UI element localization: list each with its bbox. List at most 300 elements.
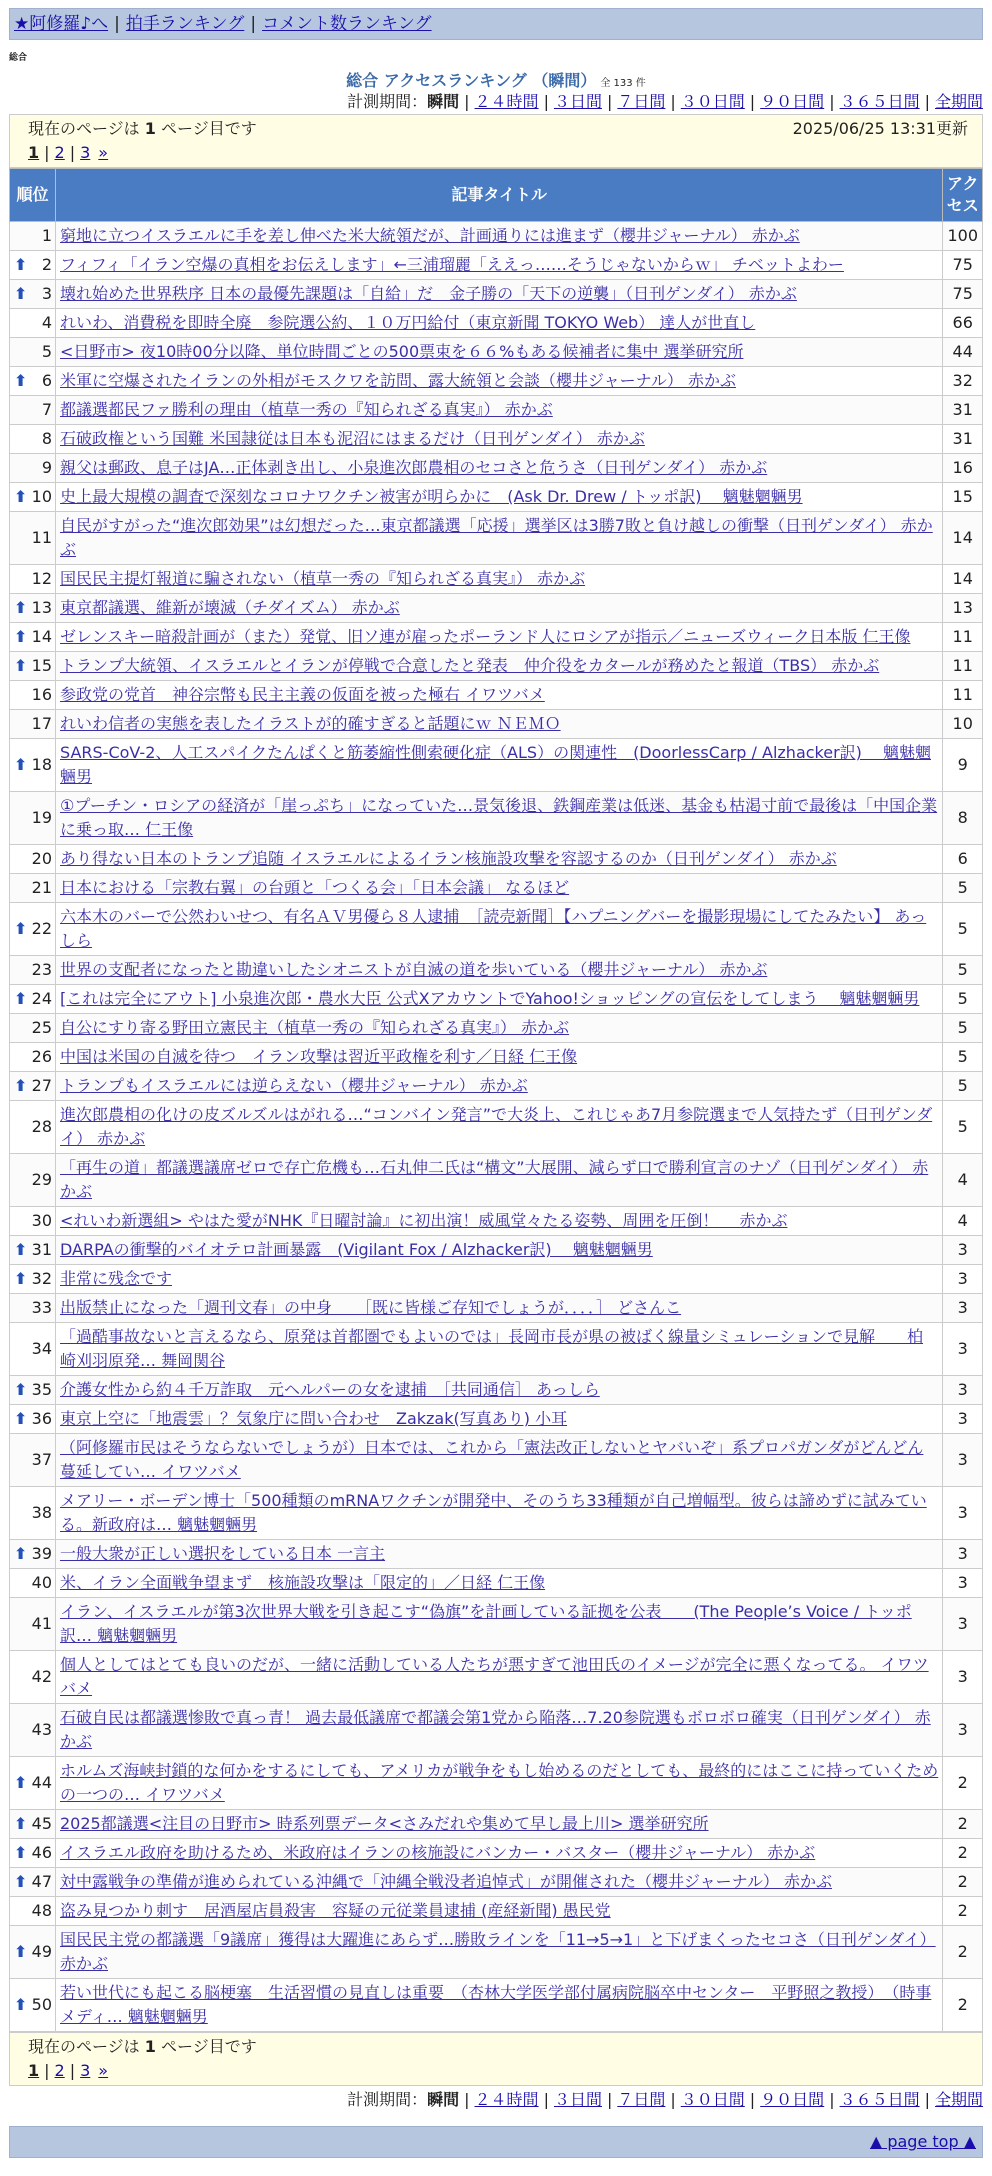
title-cell: [56, 739, 943, 792]
access-count: 2: [943, 1810, 983, 1839]
article-title-link[interactable]: 石破政権という国難 米国隷従は日本も泥沼にはまるだけ（日刊ゲンダイ） 赤かぶ: [60, 429, 645, 448]
rank-up-arrow-icon: ⬆: [14, 1872, 28, 1891]
access-count: 11: [943, 623, 983, 652]
title-cell: [56, 1236, 943, 1265]
access-count: 4: [943, 1207, 983, 1236]
title-cell: [56, 1926, 943, 1979]
rank-number: 2: [41, 255, 52, 274]
title-cell: [56, 1434, 943, 1487]
ranking-row: [10, 594, 983, 623]
rank-number: 50: [31, 1995, 52, 2014]
rank-cell: [10, 1405, 56, 1434]
article-title-link[interactable]: 中国は米国の自滅を待つ イラン攻撃は習近平政権を利す／日経 仁王像: [60, 1047, 578, 1066]
title-cell: [56, 1376, 943, 1405]
period-option-link[interactable]: 全期間: [934, 92, 983, 111]
period-option-link[interactable]: ３０日間: [680, 92, 745, 111]
period-option-link[interactable]: ３６５日間: [839, 92, 920, 111]
article-title-link[interactable]: 2025都議選<注目の日野市> 時系列票データ<さみだれや集めて早し最上川> 選挙研究所: [60, 1814, 709, 1833]
separator: |: [606, 92, 613, 111]
title-cell: [56, 396, 943, 425]
title-cell: [56, 874, 943, 903]
rank-cell: [10, 1487, 56, 1540]
access-count: 5: [943, 874, 983, 903]
rank-number: 18: [31, 755, 52, 774]
article-title-link[interactable]: 世界の支配者になったと勘違いしたシオニストが自滅の道を歩いている（櫻井ジャーナル） 赤かぶ: [60, 960, 768, 979]
access-count: 3: [943, 1405, 983, 1434]
article-title-link[interactable]: 一般大衆が正しい選択をしている日本 一言主: [60, 1544, 386, 1563]
title-cell: [56, 903, 943, 956]
ranking-row: [10, 1979, 983, 2032]
ranking-row: [10, 1757, 983, 1810]
separator: |: [924, 92, 930, 111]
title-cell: [56, 1043, 943, 1072]
period-option-link[interactable]: 全期間: [934, 2090, 983, 2109]
page-link[interactable]: 2: [54, 2061, 65, 2080]
rank-cell: [10, 338, 56, 367]
title-cell: [56, 985, 943, 1014]
rank-cell: [10, 1868, 56, 1897]
access-count: 3: [943, 1704, 983, 1757]
rank-number: 19: [31, 808, 52, 827]
article-title-link[interactable]: DARPAの衝撃的バイオテロ計画暴露 (Vigilant Fox / Alzhacker訳) 魑魅魍魎男: [60, 1240, 653, 1259]
separator: |: [69, 2061, 76, 2080]
access-count: 8: [943, 792, 983, 845]
ranking-row: [10, 1868, 983, 1897]
page-link[interactable]: 3: [80, 2061, 91, 2080]
col-rank: 順位: [10, 169, 56, 222]
article-title-link[interactable]: ホルムズ海峡封鎖的な何かをするにしても、アメリカが戦争をもし始めるのだとしても、最終的にはここに持っていくための一つの… イワツバメ: [60, 1761, 939, 1804]
rank-cell: [10, 1569, 56, 1598]
access-count: 5: [943, 956, 983, 985]
separator: |: [670, 92, 676, 111]
rank-cell: [10, 1236, 56, 1265]
article-title-link[interactable]: 介護女性から約４千万詐取 元ヘルパーの女を逮捕 ［共同通信］ あっしら: [60, 1380, 600, 1399]
period-label: 計測期間：: [347, 2090, 428, 2109]
ranking-row: [10, 985, 983, 1014]
period-option-link[interactable]: ３６５日間: [839, 2090, 920, 2109]
rank-number: 37: [31, 1450, 52, 1469]
title-cell: [56, 710, 943, 739]
ranking-row: [10, 652, 983, 681]
title-cell: [56, 652, 943, 681]
rank-number: 8: [41, 429, 52, 448]
col-title: 記事タイトル: [56, 169, 943, 222]
period-selector: [9, 90, 983, 114]
access-count: 4: [943, 1154, 983, 1207]
rank-up-arrow-icon: ⬆: [14, 1843, 28, 1862]
next-page-link[interactable]: »: [98, 143, 109, 162]
separator: |: [543, 92, 549, 111]
rank-number: 39: [31, 1544, 52, 1563]
article-title-link[interactable]: 六本木のバーで公然わいせつ、有名ＡＶ男優ら８人逮捕 ［読売新聞］【ハプニングバーを撮影現場にしてたみたい】 あっしら: [60, 907, 927, 950]
article-title-link[interactable]: トランプ大統領、イスラエルとイランが停戦で合意したと発表 仲介役をカタールが務めたと報道（TBS） 赤かぶ: [60, 656, 880, 675]
home-link[interactable]: ★阿修羅♪へ: [14, 14, 109, 34]
ranking-row: [10, 309, 983, 338]
rank-cell: [10, 1072, 56, 1101]
rank-number: 38: [31, 1503, 52, 1522]
ranking-row: [10, 1101, 983, 1154]
page-link[interactable]: 1: [28, 2061, 40, 2080]
title-cell: [56, 1405, 943, 1434]
separator: |: [606, 2090, 613, 2109]
article-title-link[interactable]: 自民がすがった“進次郎効果”は幻想だった…東京都議選「応援」選挙区は3勝7敗と負け越しの衝撃（日刊ゲンダイ） 赤かぶ: [60, 516, 933, 559]
rank-number: 48: [31, 1901, 52, 1920]
title-cell: [56, 454, 943, 483]
title-cell: [56, 338, 943, 367]
article-title-link[interactable]: トランプもイスラエルには逆らえない（櫻井ジャーナル） 赤かぶ: [60, 1076, 528, 1095]
access-count: 2: [943, 1926, 983, 1979]
ranking-row: [10, 1323, 983, 1376]
rank-number: 14: [31, 627, 52, 646]
access-count: 2: [943, 1868, 983, 1897]
access-count: 11: [943, 652, 983, 681]
ranking-row: [10, 1072, 983, 1101]
ranking-row: [10, 1651, 983, 1704]
rank-number: 4: [41, 313, 52, 332]
rank-up-arrow-icon: ⬆: [14, 487, 28, 506]
rank-cell: [10, 396, 56, 425]
rank-up-arrow-icon: ⬆: [14, 1409, 28, 1428]
article-title-link[interactable]: 国民民主提灯報道に騙されない（植草一秀の『知られざる真実』） 赤かぶ: [60, 569, 586, 588]
rank-number: 44: [31, 1773, 52, 1792]
page-link[interactable]: 3: [80, 143, 91, 162]
article-title-link[interactable]: 参政党の党首 神谷宗幣も民主主義の仮面を被った極右 イワツバメ: [60, 685, 545, 704]
ranking-row: [10, 1405, 983, 1434]
access-count: 3: [943, 1569, 983, 1598]
title-cell: [56, 681, 943, 710]
rank-number: 16: [31, 685, 52, 704]
rank-cell: [10, 1540, 56, 1569]
rank-up-arrow-icon: ⬆: [14, 627, 28, 646]
title-cell: [56, 367, 943, 396]
page-link[interactable]: 1: [28, 143, 40, 162]
rank-cell: [10, 1839, 56, 1868]
article-title-link[interactable]: 「再生の道」都議選議席ゼロで存亡危機も…石丸伸二氏は“構文”大展開、減らず口で勝利宣言のナゾ（日刊ゲンダイ） 赤かぶ: [60, 1158, 929, 1201]
access-count: 16: [943, 454, 983, 483]
article-title-link[interactable]: 「過酷事故ないと言えるなら、原発は首都圏でもよいのでは」長岡市長が県の被ばく線量シミュレーションで見解 柏崎刈羽原発… 舞岡関谷: [60, 1327, 924, 1370]
ranking-row: [10, 1810, 983, 1839]
access-count: 75: [943, 280, 983, 309]
ranking-row: [10, 1487, 983, 1540]
page-title: [9, 68, 983, 90]
ranking-row: [10, 1376, 983, 1405]
ranking-row: [10, 874, 983, 903]
rank-number: 11: [31, 528, 52, 547]
separator: |: [924, 2090, 930, 2109]
article-title-link[interactable]: イスラエル政府を助けるため、米政府はイランの核施設にバンカー・バスター（櫻井ジャーナル） 赤かぶ: [60, 1843, 816, 1862]
rank-up-arrow-icon: ⬆: [14, 598, 28, 617]
access-count: 5: [943, 1101, 983, 1154]
ranking-row: [10, 565, 983, 594]
access-count: 3: [943, 1265, 983, 1294]
rank-cell: [10, 367, 56, 396]
separator: |: [749, 2090, 756, 2109]
article-title-link[interactable]: れいわ信者の実態を表したイラストが的確すぎると話題にｗ ＮＥＭＯ: [60, 714, 561, 733]
ranking-row: [10, 903, 983, 956]
rank-number: 6: [41, 371, 52, 390]
access-count: 31: [943, 396, 983, 425]
access-count: 5: [943, 903, 983, 956]
article-title-link[interactable]: メアリー・ボーデン博士「500種類のmRNAワクチンが開発中、そのうち33種類が自己増幅型。彼らは諦めずに試みている。新政府は… 魑魅魍魎男: [60, 1491, 927, 1534]
rank-up-arrow-icon: ⬆: [14, 255, 28, 274]
rank-cell: [10, 1434, 56, 1487]
article-title-link[interactable]: 壊れ始めた世界秩序 日本の最優先課題は「自給」だ 金子勝の「天下の逆襲」（日刊ゲンダイ） 赤かぶ: [60, 284, 797, 303]
access-count: 9: [943, 739, 983, 792]
separator: |: [829, 2090, 835, 2109]
period-option-link[interactable]: ７日間: [617, 92, 666, 111]
rank-cell: [10, 874, 56, 903]
access-count: 5: [943, 985, 983, 1014]
separator: |: [44, 143, 50, 162]
period-option-link[interactable]: ２４時間: [474, 2090, 539, 2109]
article-title-link[interactable]: れいわ、消費税を即時全廃 参院選公約、１０万円給付（東京新聞 TOKYO Web） 達人が世直し: [60, 313, 756, 332]
title-cell: [56, 1704, 943, 1757]
article-title-link[interactable]: 若い世代にも起こる脳梗塞 生活習慣の見直しは重要 （杏林大学医学部付属病院脳卒中センター 平野照之教授） （時事メディ… 魑魅魍魎男: [60, 1983, 932, 2026]
pagination-box-top: [9, 114, 983, 168]
rank-cell: [10, 623, 56, 652]
separator: |: [464, 2090, 470, 2109]
article-title-link[interactable]: 東京都議選、維新が壊滅（チダイズム） 赤かぶ: [60, 598, 400, 617]
comment-ranking-link[interactable]: コメント数ランキング: [262, 14, 432, 34]
ranking-row: [10, 1926, 983, 1979]
rank-number: 12: [31, 569, 52, 588]
article-title-link[interactable]: 出版禁止になった「週刊文春」の中身 ［既に皆様ご存知でしょうが．．．．］ どさんこ: [60, 1298, 682, 1317]
clap-ranking-link[interactable]: 拍手ランキング: [125, 14, 245, 34]
rank-number: 34: [31, 1339, 52, 1358]
ranking-row: [10, 1154, 983, 1207]
access-count: 2: [943, 1757, 983, 1810]
pager: [28, 141, 968, 165]
ranking-row: [10, 1569, 983, 1598]
article-title-link[interactable]: 史上最大規模の調査で深刻なコロナワクチン被害が明らかに (Ask Dr. Drew / トッポ訳) 魑魅魍魎男: [60, 487, 803, 506]
access-count: 3: [943, 1540, 983, 1569]
article-title-link[interactable]: [これは完全にアウト] 小泉進次郎・農水大臣 公式XアカウントでYahoo!ショッピングの宣伝をしてしまう 魑魅魍魎男: [60, 989, 920, 1008]
article-title-link[interactable]: ゼレンスキー暗殺計画が（また）発覚、旧ソ連が雇ったポーランド人にロシアが指示／ニューズウィーク日本版 仁王像: [60, 627, 911, 646]
rank-number: 35: [31, 1380, 52, 1399]
article-title-link[interactable]: 自公にすり寄る野田立憲民主（植草一秀の『知られざる真実』） 赤かぶ: [60, 1018, 570, 1037]
access-count: 100: [943, 222, 983, 251]
updated-timestamp: 2025/06/25 13:31更新: [792, 119, 968, 138]
separator: |: [464, 92, 470, 111]
title-cell: [56, 280, 943, 309]
section-label: 総合: [9, 53, 28, 63]
article-title-link[interactable]: 日本における「宗教右翼」の台頭と「つくる会」「日本会議」 なるほど: [60, 878, 570, 897]
rank-cell: [10, 1704, 56, 1757]
article-title-link[interactable]: 米、イラン全面戦争望まず 核施設攻撃は「限定的」／日経 仁王像: [60, 1573, 546, 1592]
rank-number: 10: [31, 487, 52, 506]
rank-cell: [10, 309, 56, 338]
rank-number: 28: [31, 1117, 52, 1136]
access-count: 3: [943, 1236, 983, 1265]
rank-number: 7: [41, 400, 52, 419]
access-count: 15: [943, 483, 983, 512]
rank-cell: [10, 594, 56, 623]
period-option-link[interactable]: ３日間: [553, 92, 602, 111]
article-title-link[interactable]: あり得ない日本のトランプ追随 イスラエルによるイラン核施設攻撃を容認するのか（日刊ゲンダイ） 赤かぶ: [60, 849, 837, 868]
title-cell: [56, 425, 943, 454]
rank-up-arrow-icon: ⬆: [14, 755, 28, 774]
article-title-link[interactable]: 対中露戦争の準備が進められている沖縄で「沖縄全戦没者追悼式」が開催された（櫻井ジャーナル） 赤かぶ: [60, 1872, 832, 1891]
access-count: 44: [943, 338, 983, 367]
ranking-row: [10, 1704, 983, 1757]
period-selector: [9, 2088, 983, 2112]
article-title-link[interactable]: 東京上空に「地震雲」？気象庁に問い合わせ Zakzak(写真あり) 小耳: [60, 1409, 568, 1428]
period-option-link[interactable]: ７日間: [617, 2090, 666, 2109]
ranking-row: [10, 280, 983, 309]
period-option-link[interactable]: ２４時間: [474, 92, 539, 111]
separator: |: [69, 143, 76, 162]
article-title-link[interactable]: <れいわ新選組> やはた愛がNHK『日曜討論』に初出演！威風堂々たる姿勢、周囲を圧倒！ 赤かぶ: [60, 1211, 788, 1230]
ranking-row: [10, 483, 983, 512]
rank-cell: [10, 512, 56, 565]
rank-cell: [10, 956, 56, 985]
rank-number: 9: [41, 458, 52, 477]
ranking-row: [10, 1897, 983, 1926]
rank-cell: [10, 1265, 56, 1294]
article-title-link[interactable]: 都議選都民ファ勝利の理由（植草一秀の『知られざる真実』） 赤かぶ: [60, 400, 553, 419]
article-title-link[interactable]: 石破自民は都議選惨敗で真っ青！ 過去最低議席で都議会第1党から陥落…7.20参院選もボロボロ確実（日刊ゲンダイ） 赤かぶ: [60, 1708, 931, 1751]
top-nav: ★阿修羅♪へ | 拍手ランキング | コメント数ランキング: [9, 8, 983, 40]
rank-number: 24: [31, 989, 52, 1008]
article-title-link[interactable]: 進次郎農相の化けの皮ズルズルはがれる…“コンバイン発言”で大炎上、これじゃあ7月参院選まで人気持たず（日刊ゲンダイ） 赤かぶ: [60, 1105, 933, 1148]
title-cell: [56, 792, 943, 845]
period-option-link[interactable]: ３０日間: [680, 2090, 745, 2109]
title-cell: [56, 1897, 943, 1926]
period-current: 瞬間: [427, 92, 460, 111]
access-count: 3: [943, 1434, 983, 1487]
ranking-row: [10, 367, 983, 396]
ranking-table: [9, 168, 983, 2032]
ranking-row: [10, 1839, 983, 1868]
rank-number: 3: [41, 284, 52, 303]
title-cell: [56, 1014, 943, 1043]
access-count: 11: [943, 681, 983, 710]
title-cell: [56, 1757, 943, 1810]
title-cell: [56, 956, 943, 985]
article-title-link[interactable]: 米軍に空爆されたイランの外相がモスクワを訪問、露大統領と会談（櫻井ジャーナル） 赤かぶ: [60, 371, 736, 390]
ranking-row: [10, 739, 983, 792]
article-title-link[interactable]: 親父は郵政、息子はJA…正体剥き出し、小泉進次郎農相のセコさと危うさ（日刊ゲンダイ） 赤かぶ: [60, 458, 768, 477]
ranking-row: [10, 1294, 983, 1323]
rank-cell: [10, 454, 56, 483]
access-count: 5: [943, 1043, 983, 1072]
rank-cell: [10, 222, 56, 251]
rank-number: 42: [31, 1667, 52, 1686]
rank-cell: [10, 739, 56, 792]
access-count: 32: [943, 367, 983, 396]
rank-up-arrow-icon: ⬆: [14, 1380, 28, 1399]
rank-cell: [10, 483, 56, 512]
ranking-row: [10, 1598, 983, 1651]
article-title-link[interactable]: 盗み見つかり刺す 居酒屋店員殺害 容疑の元従業員逮捕 (産経新聞) 愚民党: [60, 1901, 611, 1920]
rank-number: 41: [31, 1614, 52, 1633]
next-page-link[interactable]: »: [98, 2061, 109, 2080]
rank-up-arrow-icon: ⬆: [14, 989, 28, 1008]
period-current: 瞬間: [427, 2090, 460, 2109]
article-title-link[interactable]: フィフィ「イラン空爆の真相をお伝えします」←三浦瑠麗「ええっ……そうじゃないからｗ」 チベットよわー: [60, 255, 844, 274]
title-cell: [56, 845, 943, 874]
access-count: 14: [943, 565, 983, 594]
rank-up-arrow-icon: ⬆: [14, 656, 28, 675]
access-count: 3: [943, 1376, 983, 1405]
rank-cell: [10, 1323, 56, 1376]
rank-number: 31: [31, 1240, 52, 1259]
period-option-link[interactable]: ９０日間: [760, 92, 825, 111]
separator: |: [749, 92, 756, 111]
rank-number: 43: [31, 1720, 52, 1739]
total-count: 全 133 件: [600, 78, 646, 89]
rank-cell: [10, 565, 56, 594]
article-title-link[interactable]: 非常に残念です: [60, 1269, 173, 1288]
article-title-link[interactable]: <日野市> 夜10時00分以降、単位時間ごとの500票束を６６%もある候補者に集中 選挙研究所: [60, 342, 744, 361]
ranking-row: [10, 956, 983, 985]
title-cell: [56, 483, 943, 512]
access-count: 6: [943, 845, 983, 874]
access-count: 5: [943, 1072, 983, 1101]
pagination-box-bottom: [9, 2032, 983, 2086]
rank-number: 36: [31, 1409, 52, 1428]
rank-up-arrow-icon: ⬆: [14, 919, 28, 938]
article-title-link[interactable]: SARS-CoV-2、人工スパイクたんぱくと筋萎縮性側索硬化症（ALS）の関連性 (DoorlessCarp / Alzhacker訳) 魑魅魍魎男: [60, 743, 931, 786]
page-link[interactable]: 2: [54, 143, 65, 162]
ranking-row: [10, 425, 983, 454]
period-option-link[interactable]: ３日間: [553, 2090, 602, 2109]
page-top-link[interactable]: ▲ page top ▲: [869, 2132, 976, 2151]
article-title-link[interactable]: 窮地に立つイスラエルに手を差し伸べた米大統領だが、計画通りには進まず（櫻井ジャーナル） 赤かぶ: [60, 226, 800, 245]
title-cell: [56, 1323, 943, 1376]
current-page-text: 現在のページは 1 ページ目です: [28, 2037, 257, 2056]
ranking-row: [10, 845, 983, 874]
access-count: 3: [943, 1294, 983, 1323]
title-cell: [56, 1072, 943, 1101]
title-cell: [56, 512, 943, 565]
rank-cell: [10, 425, 56, 454]
rank-number: 13: [31, 598, 52, 617]
period-option-link[interactable]: ９０日間: [760, 2090, 825, 2109]
rank-up-arrow-icon: ⬆: [14, 1240, 28, 1259]
title-cell: [56, 1569, 943, 1598]
access-count: 75: [943, 251, 983, 280]
title-cell: [56, 1651, 943, 1704]
article-title-link[interactable]: （阿修羅市民はそうならないでしょうが）日本では、これから「憲法改正しないとヤバいぞ」系プロパガンダがどんどん蔓延してい… イワツバメ: [60, 1438, 924, 1481]
title-cell: [56, 1487, 943, 1540]
rank-cell: [10, 1043, 56, 1072]
rank-number: 26: [31, 1047, 52, 1066]
rank-cell: [10, 845, 56, 874]
ranking-row: [10, 1043, 983, 1072]
article-title-link[interactable]: ①プーチン・ロシアの経済が「崖っぷち」になっていた…景気後退、鉄鋼産業は低迷、基金も枯渇寸前で最後は「中国企業に乗っ取… 仁王像: [60, 796, 938, 839]
ranking-row: [10, 251, 983, 280]
ranking-row: [10, 1540, 983, 1569]
title-cell: [56, 594, 943, 623]
rank-number: 17: [31, 714, 52, 733]
rank-cell: [10, 1014, 56, 1043]
rank-cell: [10, 681, 56, 710]
separator: |: [670, 2090, 676, 2109]
ranking-row: [10, 1434, 983, 1487]
article-title-link[interactable]: イラン、イスラエルが第3次世界大戦を引き起こす“偽旗”を計画している証拠を公表 (The People’s Voice / トッポ訳… 魑魅魍魎男: [60, 1602, 912, 1645]
article-title-link[interactable]: 個人としてはとても良いのだが、一緒に活動している人たちが悪すぎて池田氏のイメージが完全に悪くなってる。 イワツバメ: [60, 1655, 929, 1698]
rank-cell: [10, 1926, 56, 1979]
access-count: 14: [943, 512, 983, 565]
rank-up-arrow-icon: ⬆: [14, 1942, 28, 1961]
title-cell: [56, 1101, 943, 1154]
title-cell: [56, 222, 943, 251]
title-cell: [56, 1294, 943, 1323]
rank-cell: [10, 1651, 56, 1704]
current-page-text: 現在のページは 1 ページ目です: [28, 119, 257, 138]
article-title-link[interactable]: 国民民主党の都議選「9議席」獲得は大躍進にあらず…勝敗ラインを「11→5→1」と下げまくったセコさ（日刊ゲンダイ） 赤かぶ: [60, 1930, 936, 1973]
